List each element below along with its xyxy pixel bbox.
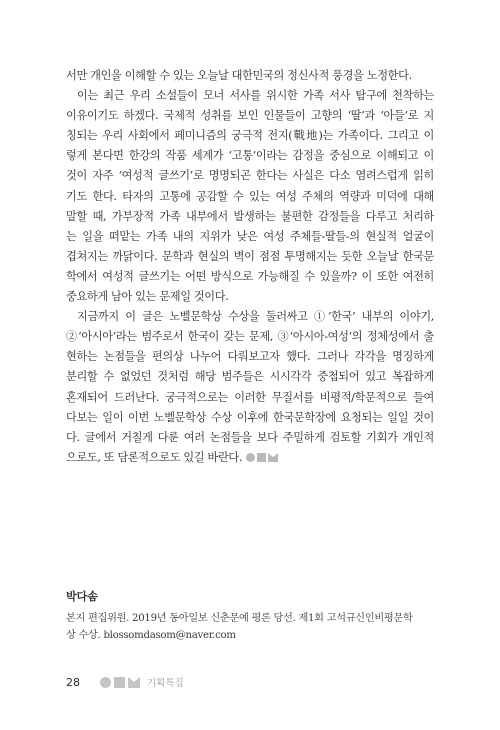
author-bio-line: 본지 편집위원. 2019년 동아일보 신춘문예 평론 당선. 제1회 고석규신인비평문학 [66,613,413,624]
body-line: 렇게 본다면 한강의 작품 세계가 ‘고통’이라는 감정을 중심으로 이해되고 이 [66,149,434,163]
author-name: 박다솜 [66,590,98,603]
author-bio [66,610,434,644]
body-line: 이는 최근 우리 소설들이 모너 서사를 위시한 가족 서사 탐구에 천착하는 [77,89,434,103]
author-bio-line: 상 수상. blossomdasom@naver.com [66,630,236,641]
square-mark-icon [257,453,266,462]
body-text [66,66,434,468]
circle-logo-icon [100,677,111,688]
body-line: 다보는 일이 이번 노벨문학상 수상 이후에 한국문학장에 요청되는 일일 것이 [66,410,434,424]
body-line: 이유이기도 하겠다. 국제적 성취를 보인 인물들이 고향의 ‘딸’과 ‘아들’로 지 [66,109,434,123]
body-line: 서만 개인을 이해할 수 있는 오늘날 대한민국의 정신사적 풍경을 노정한다. [66,69,412,82]
section-logo [100,677,140,688]
square-logo-icon [114,677,125,688]
body-line: 혼재되어 드러난다. 궁극적으로는 이러한 무질서를 비평적/학문적으로 들여 [66,390,434,404]
m-shape-logo-icon [128,677,140,688]
body-line: 는 일을 떠맡는 가족 내의 지위가 낮은 여성 주체들-딸들-의 현실적 얼굴이 [66,229,434,243]
circle-mark-icon [246,453,255,462]
body-line: 지금까지 이 글은 노벨문학상 수상을 둘러싸고 ①‘한국’ 내부의 이야기, [77,310,434,324]
section-name: 기획특집 [147,678,184,689]
page-number: 28 [66,675,80,689]
body-line: 으로도, 또 담론적으로도 있길 바란다. [66,448,434,468]
body-line: 말할 때, 가부장적 가족 내부에서 발생하는 불편한 감정들을 다루고 처리하 [66,209,434,223]
body-line: 칭되는 우리 사회에서 페미니즘의 궁극적 전지(戰地)는 가족이다. 그리고 이 [66,129,434,143]
body-line: 다. 글에서 거칠게 다룬 여러 논점들을 보다 주밀하게 검토할 기회가 개인적 [66,430,434,444]
body-line: 현하는 논점들을 편의상 나누어 다뤄보고자 했다. 그러나 각각을 명징하게 [66,350,434,364]
body-line: 중요하게 남아 있는 문제일 것이다. [66,290,229,304]
body-line: 겹쳐지는 까닭이다. 문학과 현실의 벽이 점점 투명해지는 듯한 오늘날 한국문 [66,249,434,263]
body-line: ②‘아시아’라는 범주로서 한국이 갖는 문제, ③‘아시아-여성’의 정체성에서 출 [66,330,434,344]
body-line: 것이 자주 ‘여성적 글쓰기’로 명명되곤 한다는 사실은 다소 염려스럽게 읽히 [66,169,434,183]
body-line: 분리할 수 없었던 것처럼 해당 범주들은 시시각각 중첩되어 있고 복잡하게 [66,370,434,384]
end-of-article-mark [246,453,278,462]
page-footer [66,674,184,690]
body-line: 학에서 여성적 글쓰기는 어떤 방식으로 가능해질 수 있을까? 이 또한 여전히 [66,269,434,283]
m-shape-mark-icon [268,453,278,462]
author-info [66,588,434,644]
body-line: 기도 한다. 타자의 고통에 공감할 수 있는 여성 주체의 역량과 미덕에 대해 [66,189,434,203]
